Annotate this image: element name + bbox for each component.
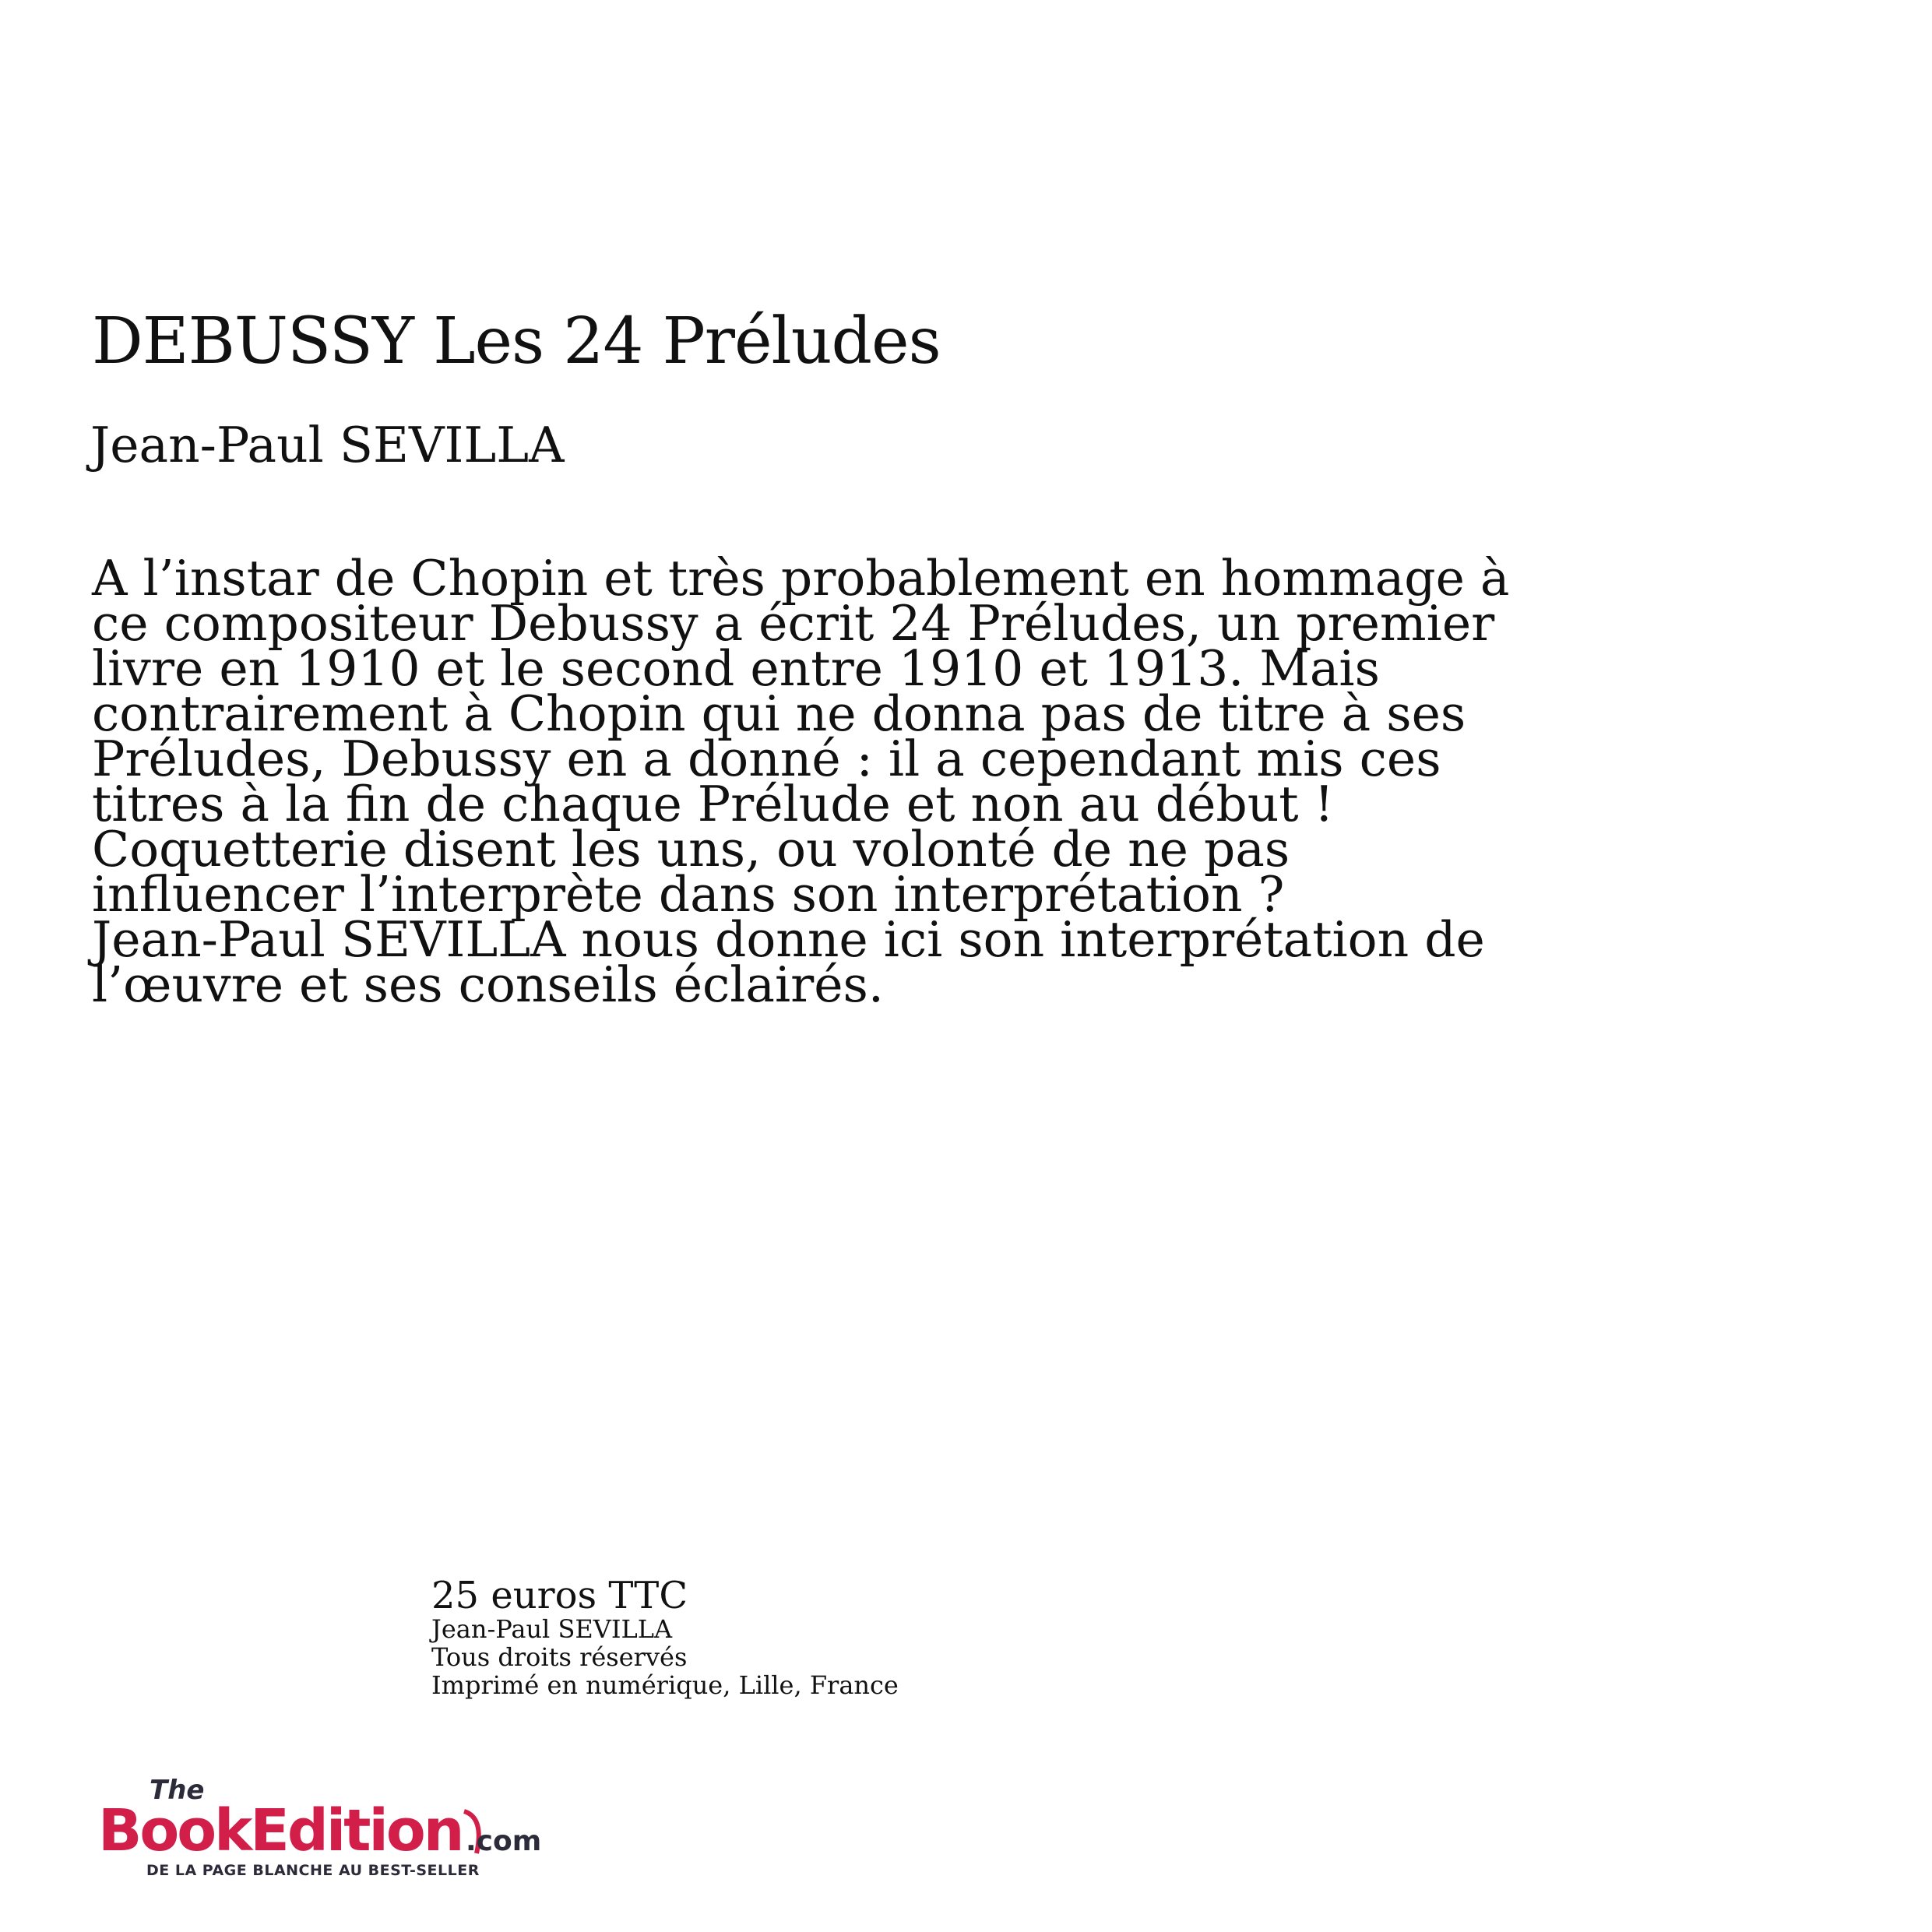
blurb-line: influencer l’interprète dans son interprétation ?: [92, 866, 1285, 923]
logo-the-text: The: [150, 1775, 205, 1806]
blurb-line: Préludes, Debussy en a donné : il a cependant mis ces: [92, 730, 1441, 787]
blurb-line: l’œuvre et ses conseils éclairés.: [92, 956, 884, 1013]
blurb-line: ce compositeur Debussy a écrit 24 Préludes, un premier: [92, 595, 1495, 652]
blurb-line: livre en 1910 et le second entre 1910 et 1913. Mais: [92, 640, 1380, 697]
publisher-logo: [98, 1772, 565, 1881]
imprint-author: Jean-Paul SEVILLA: [431, 1614, 673, 1645]
imprint-block: [431, 1576, 899, 1699]
rights-notice: Tous droits réservés: [431, 1642, 688, 1673]
blurb-line: Coquetterie disent les uns, ou volonté de ne pas: [92, 821, 1290, 878]
blurb-line: titres à la fin de chaque Prélude et non au début !: [92, 776, 1334, 832]
blurb-line: A l’instar de Chopin et très probablement en hommage à: [92, 550, 1510, 607]
logo-name-text: BookEdition: [98, 1797, 463, 1864]
book-author: Jean-Paul SEVILLA: [90, 417, 565, 473]
print-location: Imprimé en numérique, Lille, France: [431, 1670, 899, 1701]
book-title: DEBUSSY Les 24 Préludes: [92, 304, 941, 378]
price-label: 25 euros TTC: [431, 1574, 688, 1617]
bookedition-logo-svg: [98, 1772, 565, 1881]
logo-tagline-text: DE LA PAGE BLANCHE AU BEST-SELLER: [146, 1862, 480, 1879]
blurb-line: contrairement à Chopin qui ne donna pas de titre à ses: [92, 685, 1466, 742]
back-cover-blurb: [92, 550, 1510, 1013]
logo-tld-text: .com: [466, 1825, 542, 1857]
blurb-line: Jean-Paul SEVILLA nous donne ici son interprétation de: [92, 911, 1485, 968]
